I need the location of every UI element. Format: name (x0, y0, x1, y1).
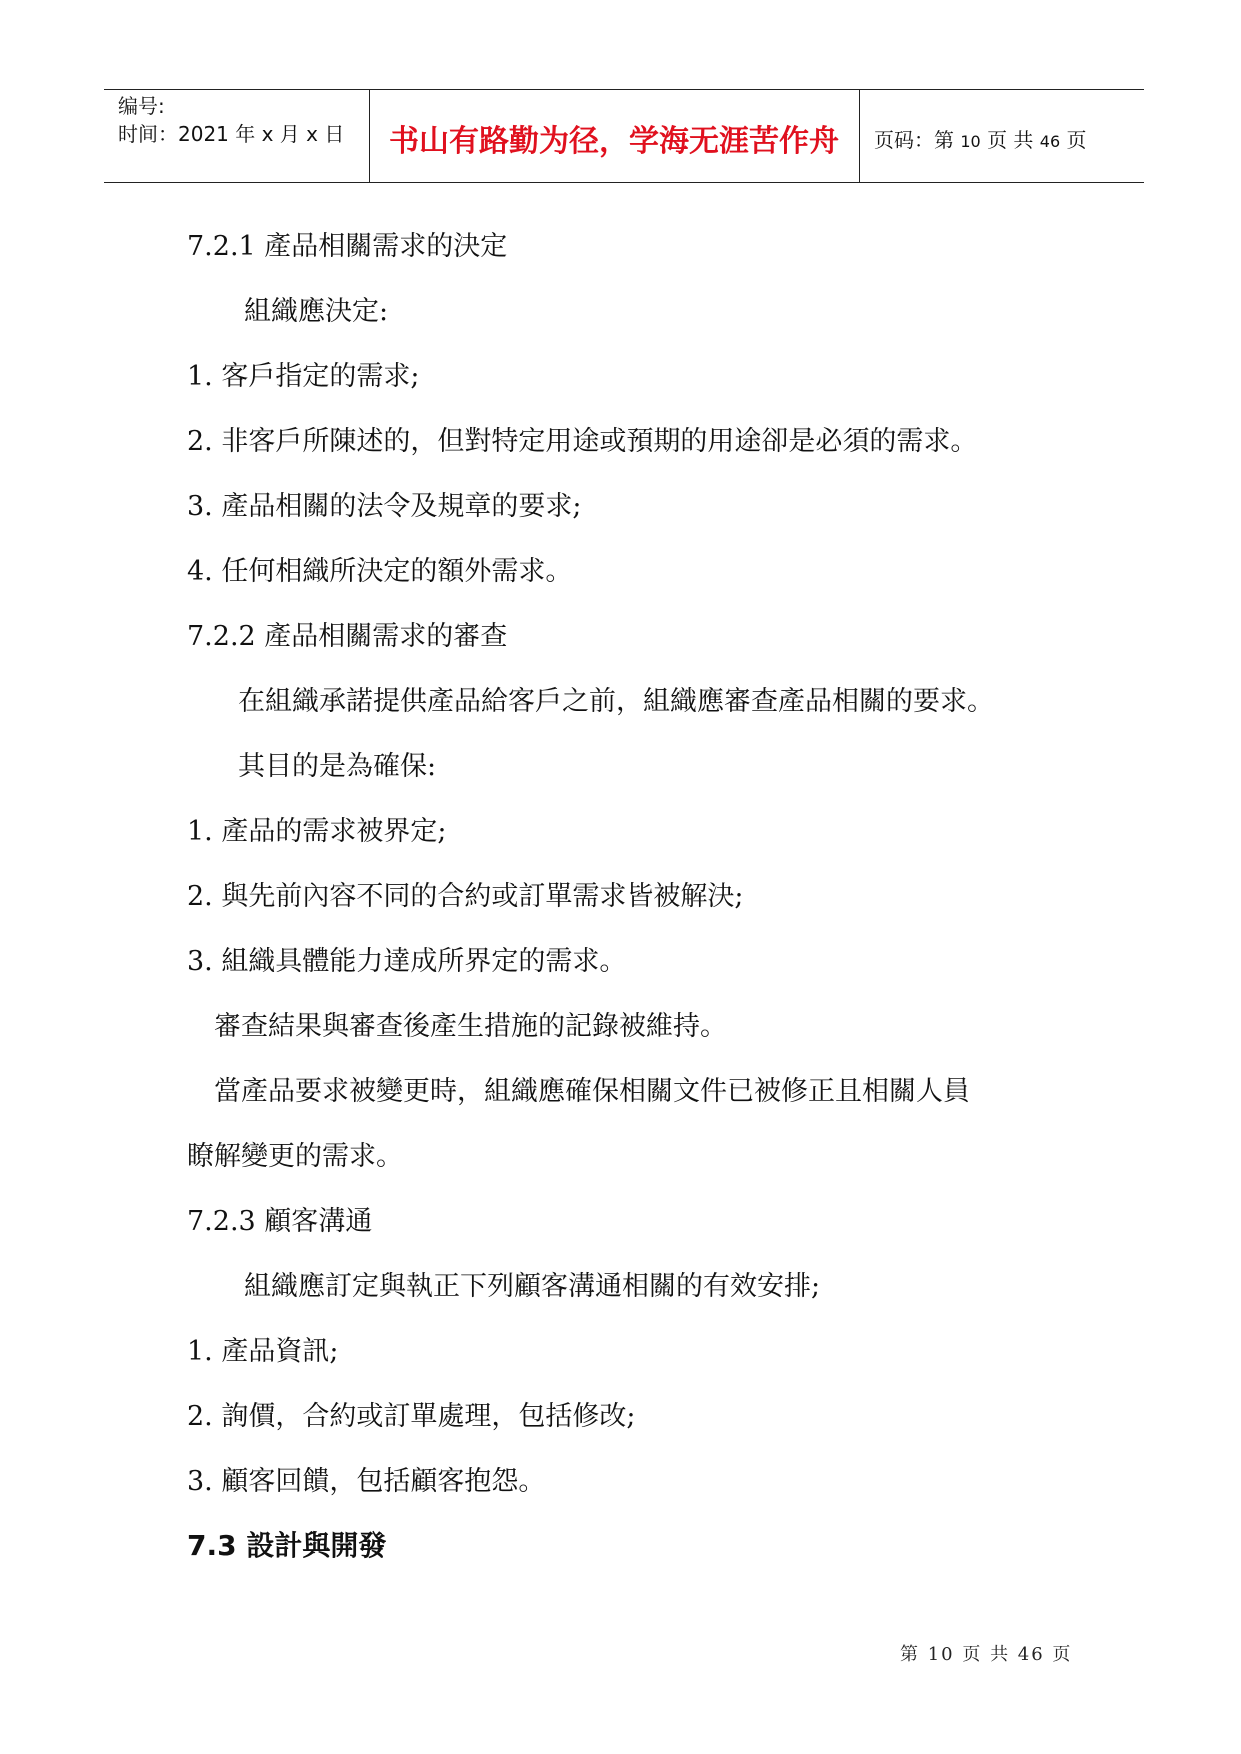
header-divider-right (859, 89, 860, 182)
list-item: 1. 客戶指定的需求; (187, 361, 420, 392)
list-item: 3. 顧客回饋，包括顧客抱怨。 (187, 1466, 546, 1497)
page-total: 46 (1039, 132, 1061, 151)
paragraph-line: 其目的是為確保: (238, 751, 437, 782)
subsection-heading-7-2-3: 7.2.3 顧客溝通 (187, 1206, 373, 1237)
paragraph-line: 在組織承諾提供產品給客戶之前，組織應審查產品相關的要求。 (238, 686, 994, 717)
page-label-prefix: 页码：第 (874, 128, 961, 152)
doc-number-label: 编号: (118, 94, 165, 118)
list-item: 3. 組織具體能力達成所界定的需求。 (187, 946, 627, 977)
header-top-rule (104, 89, 1144, 90)
subsection-heading-7-2-2: 7.2.2 產品相關需求的審查 (187, 621, 508, 652)
list-item: 3. 產品相關的法令及規章的要求; (187, 491, 582, 522)
list-item: 4. 任何相織所決定的額外需求。 (187, 556, 573, 587)
list-item: 2. 非客戶所陳述的，但對特定用途或預期的用途卻是必須的需求。 (187, 426, 978, 457)
list-item: 1. 產品的需求被界定; (187, 816, 447, 847)
paragraph-line: 審查結果與審查後產生措施的記錄被維持。 (214, 1011, 727, 1042)
page-current: 10 (960, 132, 981, 151)
list-item: 1. 產品資訊; (187, 1336, 339, 1367)
page-label-mid: 页 共 (980, 128, 1040, 152)
page-footer: 第 10 页 共 46 页 (900, 1644, 1073, 1665)
header-motto: 书山有路勤为径，学海无涯苦作舟 (389, 124, 839, 159)
page-label-suffix: 页 (1060, 128, 1087, 152)
doc-time-label: 时间：2021 年 x 月 x 日 (118, 122, 345, 146)
paragraph-line: 當產品要求被變更時，組織應確保相關文件已被修正且相關人員 (214, 1076, 970, 1107)
header-meta (118, 92, 344, 148)
section-heading-7-3: 7.3 設計與開發 (187, 1529, 387, 1562)
paragraph-line: 組織應決定: (244, 296, 389, 327)
subsection-heading-7-2-1: 7.2.1 產品相關需求的決定 (187, 231, 508, 262)
paragraph-line: 瞭解變更的需求。 (187, 1141, 403, 1172)
header-page-info (874, 124, 1087, 153)
header-bottom-rule (104, 182, 1144, 183)
list-item: 2. 詢價，合約或訂單處理，包括修改; (187, 1401, 636, 1432)
list-item: 2. 與先前內容不同的合約或訂單需求皆被解決; (187, 881, 744, 912)
paragraph-line: 組織應訂定與執正下列顧客溝通相關的有效安排; (244, 1271, 821, 1302)
